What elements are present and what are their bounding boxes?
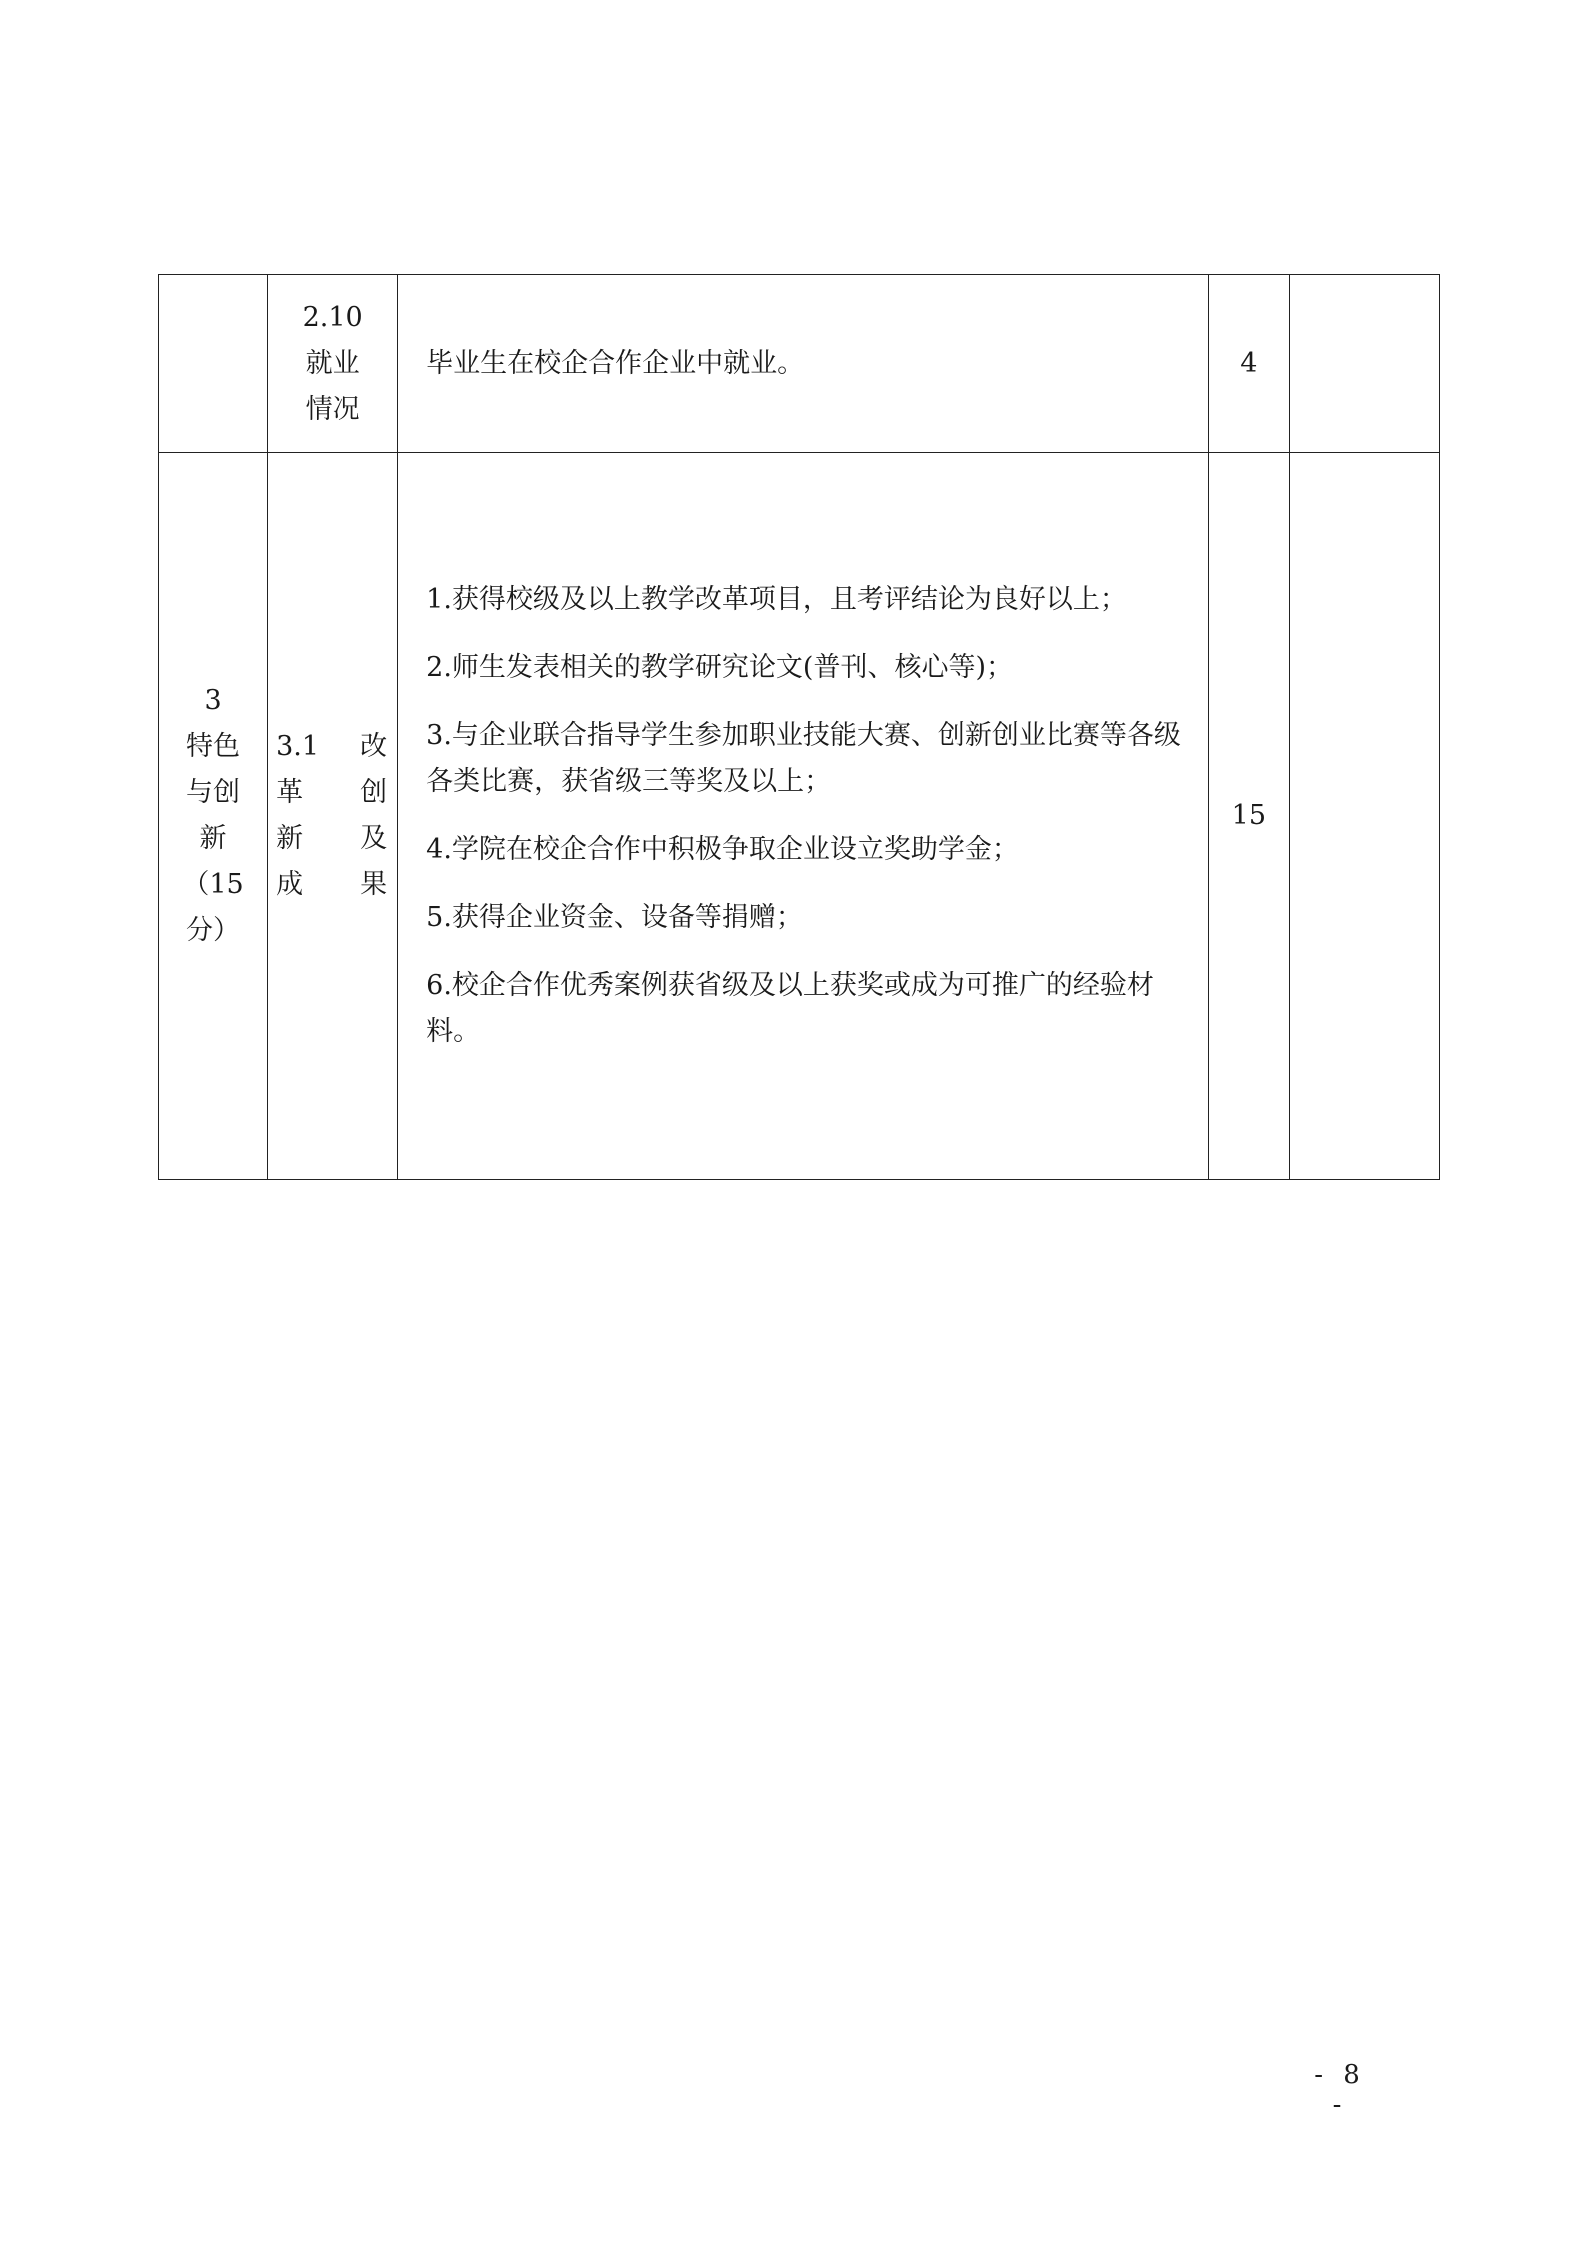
criteria-item: 3.与企业联合指导学生参加职业技能大赛、创新创业比赛等各级各类比赛，获省级三等奖及以上； [426, 720, 1181, 797]
item-line: 革 创 [276, 777, 388, 808]
item-line: 新 及 [276, 823, 388, 854]
item-line: 就业 [305, 347, 360, 379]
item-cell-employment [268, 275, 398, 453]
table-row [159, 275, 1440, 453]
criteria-item: 2.师生发表相关的教学研究论文(普刊、核心等)； [426, 652, 1013, 683]
table-row [159, 453, 1440, 1180]
category-line: 新 [199, 823, 227, 854]
score-cell: 4 [1208, 275, 1289, 453]
criteria-item: 1.获得校级及以上教学改革项目，且考评结论为良好以上； [426, 584, 1127, 615]
score-cell: 15 [1208, 453, 1289, 1180]
category-line: 特色 [186, 731, 241, 762]
category-cell-empty [159, 275, 268, 453]
category-line: 3 [204, 685, 222, 716]
evaluation-table [158, 274, 1440, 1180]
criteria-item: 4.学院在校企合作中积极争取企业设立奖助学金； [426, 834, 1019, 865]
criteria-item: 6.校企合作优秀案例获省级及以上获奖或成为可推广的经验材料。 [426, 970, 1154, 1047]
category-line: 分） [186, 915, 241, 946]
item-cell-reform [268, 453, 398, 1180]
item-line: 成 果 [276, 869, 388, 900]
category-line: 与创 [186, 777, 241, 808]
remark-cell [1289, 275, 1439, 453]
item-line: 3.1 改 [276, 731, 388, 762]
item-line: 2.10 [302, 301, 363, 333]
content-cell-employment: 毕业生在校企合作企业中就业。 [398, 275, 1209, 453]
category-line: （15 [182, 869, 244, 900]
item-line: 情况 [305, 393, 360, 425]
category-cell-innovation [159, 453, 268, 1180]
criteria-item: 5.获得企业资金、设备等捐赠； [426, 902, 803, 933]
page-number: - 8 - [1314, 2060, 1366, 2120]
remark-cell [1289, 453, 1439, 1180]
content-cell-reform [398, 453, 1209, 1180]
